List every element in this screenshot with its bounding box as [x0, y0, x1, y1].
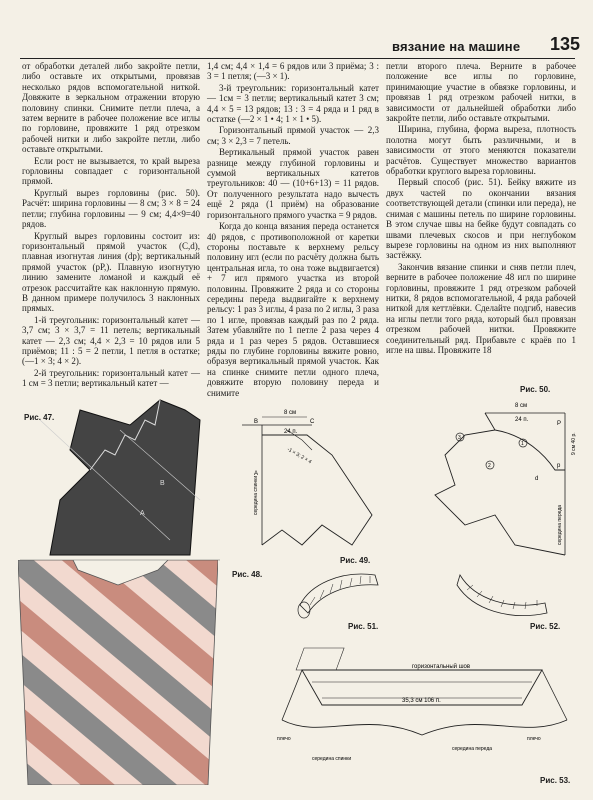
paragraph: Первый способ (рис. 51). Бейку вяжите из двух частей по окончании вязания соответствующей детали (спинки или переда), не снимая с машины петель по ширине горловины. В этом случае швы на бейке будут совпадать со швами плечевых скосов и при неглубоком вырезе горловины на одном из них выполняют застёжку.	[386, 177, 576, 261]
paragraph: Если рост не вызывается, то край выреза горловины совпадает с горизонтальной прямой.	[22, 155, 200, 187]
fig49-label-b: B	[254, 419, 259, 425]
paragraph: Круглый вырез горловины состоит из: горизонтальный прямой участок (C,d), плавная изогнутая линия (dp); вертикальный прямой участок (pP,). Плавную изогнутую линию замените ломаной и каждый её отрезок рассчитайте как наклонную прямую. В данном примере получилось 3 наклонных прямых.	[22, 230, 200, 314]
paragraph: Когда до конца вязания переда останется 40 рядов, с противоположной от каретки стороны поставьте к верхнему рельсу половину игл (если по расчёту должна быть центральная игла, то она тоже выдвигается) + 7 игл прямого участка из второй половины. Провяжите 2 ряда и со стороны середины переда выдвигайте к верхнему рельсу: 1 раз 3 иглы, 4 раза по 2 иглы, 3 раза по 1 игле, провязав каждый раз по 2 ряда. Затем убавляйте по 1 петле 2 раза через 4 ряда и 1 раз через 5 рядов. Оставшиеся ряды по глубине горловины вяжите ровно, образуя вертикальный прямой участок. Как на спинке снимите петли одного плеча, довяжите вторую половину переда и снимите	[207, 221, 379, 398]
text-column-2	[207, 61, 379, 399]
fig50-num-2: 2	[488, 463, 491, 469]
fig51-roll	[298, 602, 310, 618]
page-number: 135	[549, 34, 580, 54]
figure-47-caption: Рис. 47.	[24, 413, 55, 422]
fig50-center-label: середина переда	[557, 504, 563, 545]
fig53-right-slant	[542, 670, 567, 720]
fig49-label-c: C	[310, 419, 315, 425]
fig49-stitch-label: 24 п.	[284, 429, 298, 435]
fig53-left-shoulder: плечо	[277, 736, 291, 742]
paragraph: Ширина, глубина, форма выреза, плотность полотна могут быть различными, и в зависимости от этого меняются показатели расчётов. Существует множество вариантов обработки круглого выреза горловины.	[386, 124, 576, 177]
text-column-1	[22, 61, 200, 390]
fig48-stripes	[18, 560, 218, 785]
paragraph: 2-й треугольник: горизонтальный катет — 1 см = 3 петли; вертикальный катет —	[22, 367, 200, 389]
figure-48-caption: Рис. 48.	[232, 570, 263, 579]
figure-50-caption: Рис. 50.	[520, 385, 551, 394]
fig53-seam-label: горизонтальный шов	[412, 664, 471, 670]
fig53-left-slant	[282, 670, 302, 720]
figure-53-caption: Рис. 53.	[540, 776, 571, 785]
paragraph: 3-й треугольник: горизонтальный катет — 1см = 3 петли; вертикальный катет 3 см; 4,4 × 5 = 13 рядов; 13 : 3 = 4 ряда и 1 ряд в остатке (—2 × 1 • 4; 1 × 1 • 5).	[207, 82, 379, 125]
fig49-outline	[262, 435, 372, 545]
figure-49-diagram	[232, 405, 382, 555]
paragraph: Горизонтальный прямой участок — 2,3 см; 3 × 2,3 = 7 петель.	[207, 125, 379, 146]
fig49-center-label: середина спинки	[253, 475, 259, 515]
paragraph: петли второго плеча. Верните в рабочее положение все иглы по горловине, принимающие участие в обвязке горловины, и провязав 1 ряд отрезком рабочей нитки, в зависимости от дальнейшей обработки либо закройте петли, либо оставьте открытыми.	[386, 61, 576, 124]
paragraph: 1,4 см; 4,4 × 1,4 = 6 рядов или 3 приёма; 3 : 3 = 1 петля; (—3 × 1).	[207, 61, 379, 82]
fig50-label-d: d	[535, 476, 539, 482]
section-title: вязание на машине	[392, 39, 521, 54]
fig50-num-3: 3	[458, 435, 461, 441]
fig51-band	[300, 574, 378, 613]
figure-48-diagram	[18, 560, 218, 785]
fig50-label-p-upper: P	[557, 421, 562, 427]
fig50-outline	[435, 413, 565, 555]
fig53-right-shoulder: плечо	[527, 736, 541, 742]
fig47-label-b: B	[160, 480, 165, 487]
figure-49-caption: Рис. 49.	[340, 556, 371, 565]
fig49-width-label: 8 см	[284, 410, 297, 416]
fig52-band	[457, 575, 547, 616]
fig50-num-1: 1	[521, 441, 524, 447]
fig47-garment-shape	[50, 400, 200, 555]
figure-51-caption: Рис. 51.	[348, 622, 379, 631]
fig50-label-p: p	[557, 463, 561, 469]
text-column-3	[386, 61, 576, 356]
fig53-garment-curve	[282, 720, 567, 735]
fig53-ribbing-left	[296, 648, 344, 670]
fig53-width-label: 35,3 см 106 п.	[402, 698, 441, 704]
paragraph: Вертикальный прямой участок равен разнице между глубиной горловины и суммой вертикальных катетов треугольников: 40 — (10+6+13) = 11 рядов. От полученного результата надо вычесть ещё 2 ряда (1 приём) на образование горизонтального прямого участка = 9 рядов.	[207, 147, 379, 220]
page-header	[380, 34, 580, 60]
fig50-stitch-label: 24 п.	[515, 417, 529, 423]
fig47-label-a: A	[140, 510, 145, 517]
header-rule	[20, 58, 575, 59]
fig53-center-back: середина спинки	[312, 756, 352, 762]
paragraph: Круглый вырез горловины (рис. 50). Расчёт: ширина горловины — 8 см; 3 × 8 = 24 петли; глубина горловины — 9 см; 4,4×9=40 рядов.	[22, 187, 200, 230]
figure-51-diagram	[290, 565, 390, 625]
paragraph: от обработки деталей либо закройте петли, либо оставьте их открытыми, провязав несколько рядов вспомогательной ниткой. Довяжите в зеркальном отражении вторую половину спинки. Снимите петли плеча, а затем верните в рабочее положение все иглы по горловине, провяжите 1 ряд отрезком рабочей нитки и либо закройте петли, либо оставьте открытыми.	[22, 61, 200, 155]
figure-53-diagram	[262, 640, 582, 790]
fig50-depth-label: 9 см 40 р.	[571, 432, 577, 455]
fig50-width-label: 8 см	[515, 403, 528, 409]
fig49-label-a: A	[254, 471, 259, 477]
fig53-center-front: середина переда	[452, 746, 493, 752]
figure-52-caption: Рис. 52.	[530, 622, 561, 631]
fig49-step-label: -1 × 3; 2 × 4	[286, 446, 313, 466]
fig50-neck-curve	[495, 430, 565, 470]
paragraph: 1-й треугольник: горизонтальный катет — 3,7 см; 3 × 3,7 = 11 петель; вертикальный катет — 2,3 см; 4,4 × 2,3 = 10 рядов или 5 приёмов; 11 : 5 = 2 петли, 1 петля в остатке; (—1 × 3; 4 × 2).	[22, 314, 200, 367]
paragraph: Закончив вязание спинки и сняв петли плеч, верните в рабочее положение 48 игл по ширине горловины, провяжите 1 ряд отрезком рабочей нитки, 8 рядов вспомогательной, 4 ряда рабочей ниткой для кеттлёвки. Сделайте подгиб, навесив на иглы петли того ряда, который был провязан отрезком рабочей нитки. Провяжите соединительный ряд. Прибавьте с краёв по 1 игле на швы. Провяжите 18	[386, 261, 576, 355]
figure-52-diagram	[455, 565, 555, 625]
figure-50-diagram	[425, 395, 585, 565]
